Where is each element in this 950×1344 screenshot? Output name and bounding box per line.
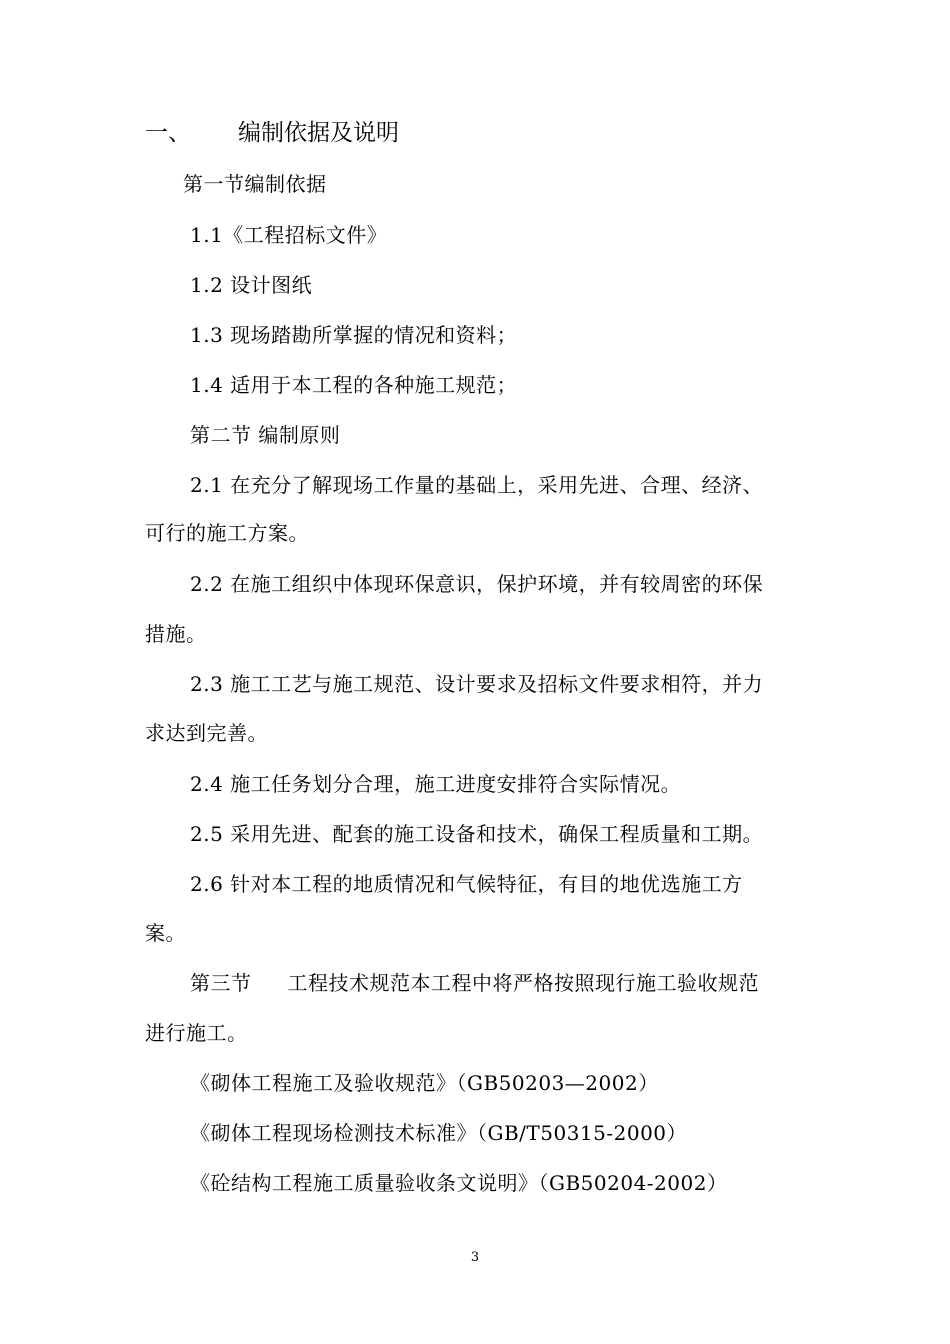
standard-reference: 《砼结构工程施工质量验收条文说明》（GB50204-2002）	[190, 1171, 728, 1195]
standard-reference: 《砌体工程现场检测技术标准》（GB/T50315-2000）	[190, 1121, 688, 1145]
section3-label: 第三节	[190, 971, 252, 995]
principle-paragraph-line: 2.4 施工任务划分合理，施工进度安排符合实际情况。	[190, 772, 682, 796]
chapter-title: 编制依据及说明	[238, 120, 399, 146]
principle-paragraph-line: 2.1 在充分了解现场工作量的基础上，采用先进、合理、经济、	[190, 473, 764, 497]
chapter-number: 一、	[145, 120, 191, 146]
chapter-heading	[145, 118, 399, 148]
principle-paragraph-line: 2.5 采用先进、配套的施工设备和技术，确保工程质量和工期。	[190, 822, 764, 846]
standard-reference: 《砌体工程施工及验收规范》（GB50203—2002）	[190, 1071, 659, 1095]
principle-paragraph-line: 2.2 在施工组织中体现环保意识，保护环境，并有较周密的环保	[190, 572, 764, 596]
section1-item: 1.1《工程招标文件》	[190, 223, 388, 247]
section1-item: 1.3 现场踏勘所掌握的情况和资料；	[190, 323, 518, 347]
section3-continuation: 进行施工。	[145, 1021, 248, 1045]
principle-paragraph-line: 2.3 施工工艺与施工规范、设计要求及招标文件要求相符，并力	[190, 672, 764, 696]
principle-paragraph-continuation: 可行的施工方案。	[145, 521, 309, 545]
section3-line	[190, 970, 759, 996]
principle-paragraph-line: 2.6 针对本工程的地质情况和气候特征，有目的地优选施工方	[190, 872, 743, 896]
section2-title: 第二节 编制原则	[190, 423, 341, 447]
page-number: 3	[470, 1250, 480, 1265]
principle-paragraph-continuation: 措施。	[145, 622, 207, 646]
section1-item: 1.2 设计图纸	[190, 273, 313, 297]
section1-item: 1.4 适用于本工程的各种施工规范；	[190, 373, 518, 397]
section1-title: 第一节编制依据	[183, 172, 327, 196]
principle-paragraph-continuation: 案。	[145, 921, 186, 945]
principle-paragraph-continuation: 求达到完善。	[145, 721, 268, 745]
section3-text: 工程技术规范本工程中将严格按照现行施工验收规范	[287, 971, 759, 995]
